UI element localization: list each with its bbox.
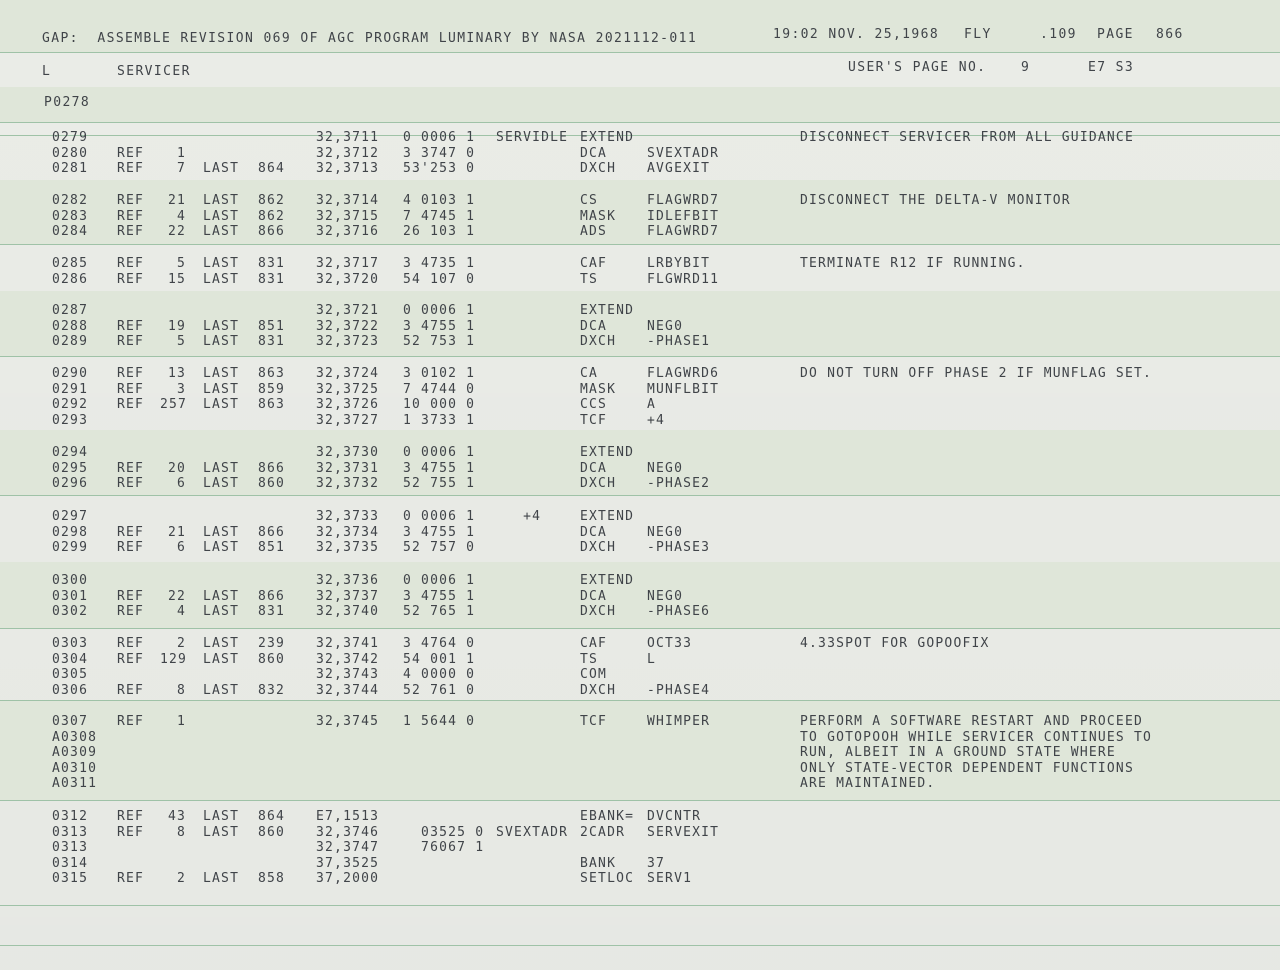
greenbar-rule <box>0 905 1280 906</box>
line-number: 0307 <box>52 714 89 729</box>
line-number: 0297 <box>52 509 89 524</box>
octal-code: 3 4755 1 <box>403 588 476 604</box>
ref-count: 21 <box>167 524 186 540</box>
comment: 4.33SPOT FOR GOPOOFIX <box>800 636 990 651</box>
memory-address: 32,3712 <box>316 145 380 161</box>
octal-code: 10 000 0 <box>403 397 476 413</box>
last-line: 831 <box>258 334 286 350</box>
operand: SVEXTADR <box>647 145 720 161</box>
line-number: 0313 <box>52 840 89 856</box>
octal-code: 3 4755 1 <box>403 524 476 540</box>
operand: NEG0 <box>647 588 684 604</box>
octal-code: 52 765 1 <box>403 604 476 620</box>
ref-count: 7 <box>176 161 186 177</box>
sheet-code: E7 S3 <box>1088 60 1135 75</box>
ref-keyword: REF <box>117 381 145 397</box>
opcode: BANK <box>580 855 617 871</box>
symbol-label: SVEXTADR <box>496 824 569 840</box>
ref-keyword: REF <box>117 256 145 271</box>
line-number: 0298 <box>52 524 89 540</box>
operand: -PHASE4 <box>647 682 711 698</box>
last-keyword: LAST <box>203 651 240 667</box>
opcode: TS <box>580 271 599 287</box>
opcode: EXTEND <box>580 303 635 318</box>
octal-code: 3 0102 1 <box>403 366 476 381</box>
memory-address: 32,3727 <box>316 412 380 428</box>
memory-address: 32,3740 <box>316 604 380 620</box>
ref-count: 2 <box>176 636 186 651</box>
memory-address: 32,3732 <box>316 476 380 492</box>
octal-code: 53'253 0 <box>403 161 476 177</box>
opcode: 2CADR <box>580 824 626 840</box>
last-line: 860 <box>258 651 286 667</box>
octal-code: 1 3733 1 <box>403 412 476 428</box>
last-keyword: LAST <box>203 871 240 887</box>
last-keyword: LAST <box>203 824 240 840</box>
memory-address: 32,3741 <box>316 636 380 651</box>
operand: NEG0 <box>647 524 684 540</box>
memory-address: 32,3723 <box>316 334 380 350</box>
ref-count: 15 <box>167 271 186 287</box>
line-number: 0293 <box>52 412 89 428</box>
octal-code: 4 0103 1 <box>403 193 476 208</box>
last-keyword: LAST <box>203 208 240 224</box>
last-keyword: LAST <box>203 809 240 824</box>
operand: A <box>647 397 657 413</box>
last-keyword: LAST <box>203 588 240 604</box>
ref-keyword: REF <box>117 208 145 224</box>
last-keyword: LAST <box>203 682 240 698</box>
ref-keyword: REF <box>117 476 145 492</box>
opcode: DXCH <box>580 540 617 556</box>
last-line: 863 <box>258 366 286 381</box>
memory-address: 32,3742 <box>316 651 380 667</box>
last-line: 831 <box>258 271 286 287</box>
last-keyword: LAST <box>203 476 240 492</box>
last-line: 864 <box>258 809 286 824</box>
ref-count: 1 <box>176 714 186 729</box>
octal-code: 03525 0 <box>403 824 485 840</box>
comment: PERFORM A SOFTWARE RESTART AND PROCEED <box>800 714 1144 729</box>
comment: DISCONNECT SERVICER FROM ALL GUIDANCE <box>800 130 1134 145</box>
operand: WHIMPER <box>647 714 711 729</box>
ref-keyword: REF <box>117 714 145 729</box>
last-keyword: LAST <box>203 397 240 413</box>
octal-code: 0 0006 1 <box>403 445 476 460</box>
last-keyword: LAST <box>203 460 240 476</box>
octal-code: 0 0006 1 <box>403 573 476 588</box>
memory-address: 32,3725 <box>316 381 380 397</box>
ref-count: 1 <box>176 145 186 161</box>
line-number: 0287 <box>52 303 89 318</box>
last-line: 860 <box>258 824 286 840</box>
symbol-label: SERVIDLE <box>496 130 569 145</box>
octal-code: 7 4744 0 <box>403 381 476 397</box>
octal-code: 3 4764 0 <box>403 636 476 651</box>
comment: ARE MAINTAINED. <box>800 776 936 792</box>
last-keyword: LAST <box>203 224 240 240</box>
greenbar-stripe <box>0 180 1280 244</box>
memory-address: 32,3743 <box>316 667 380 683</box>
last-keyword: LAST <box>203 636 240 651</box>
last-keyword: LAST <box>203 271 240 287</box>
memory-address: 32,3737 <box>316 588 380 604</box>
ref-keyword: REF <box>117 540 145 556</box>
line-number: 0283 <box>52 208 89 224</box>
line-number: A0311 <box>52 776 98 792</box>
memory-address: 32,3711 <box>316 130 380 145</box>
opcode: MASK <box>580 381 617 397</box>
memory-address: E7,1513 <box>316 809 380 824</box>
ref-keyword: REF <box>117 604 145 620</box>
opcode: CAF <box>580 636 608 651</box>
line-number: 0305 <box>52 667 89 683</box>
last-line: 831 <box>258 256 286 271</box>
memory-address: 32,3747 <box>316 840 380 856</box>
last-keyword: LAST <box>203 161 240 177</box>
operand: NEG0 <box>647 318 684 334</box>
opcode: MASK <box>580 208 617 224</box>
greenbar-rule <box>0 52 1280 53</box>
ref-keyword: REF <box>117 588 145 604</box>
memory-address: 32,3726 <box>316 397 380 413</box>
operand: SERV1 <box>647 871 693 887</box>
ref-count: 8 <box>176 824 186 840</box>
last-keyword: LAST <box>203 381 240 397</box>
ref-keyword: REF <box>117 460 145 476</box>
operand: MUNFLBIT <box>647 381 720 397</box>
assembly-title: GAP: ASSEMBLE REVISION 069 OF AGC PROGRAM LUMINARY BY NASA 2021112-011 <box>42 31 698 46</box>
opcode: CA <box>580 366 599 381</box>
line-number: 0304 <box>52 651 89 667</box>
line-number: 0292 <box>52 397 89 413</box>
octal-code: 1 5644 0 <box>403 714 476 729</box>
last-line: 859 <box>258 381 286 397</box>
greenbar-rule <box>0 122 1280 123</box>
line-number: 0285 <box>52 256 89 271</box>
memory-address: 37,3525 <box>316 855 380 871</box>
opcode: DCA <box>580 460 608 476</box>
ref-count: 22 <box>167 588 186 604</box>
ref-count: 4 <box>176 208 186 224</box>
operand: IDLEFBIT <box>647 208 720 224</box>
opcode: EXTEND <box>580 445 635 460</box>
opcode: ADS <box>580 224 608 240</box>
line-number: 0290 <box>52 366 89 381</box>
ref-keyword: REF <box>117 318 145 334</box>
line-number: 0299 <box>52 540 89 556</box>
octal-code: 52 753 1 <box>403 334 476 350</box>
greenbar-rule <box>0 495 1280 496</box>
last-keyword: LAST <box>203 256 240 271</box>
octal-code: 26 103 1 <box>403 224 476 240</box>
line-number: 0291 <box>52 381 89 397</box>
opcode: SETLOC <box>580 871 635 887</box>
line-number: 0294 <box>52 445 89 460</box>
octal-code: 52 761 0 <box>403 682 476 698</box>
last-line: 858 <box>258 871 286 887</box>
last-keyword: LAST <box>203 334 240 350</box>
opcode: EXTEND <box>580 509 635 524</box>
greenbar-stripe <box>0 291 1280 356</box>
operand: NEG0 <box>647 460 684 476</box>
line-number: 0281 <box>52 161 89 177</box>
last-keyword: LAST <box>203 604 240 620</box>
memory-address: 32,3733 <box>316 509 380 524</box>
last-line: 862 <box>258 208 286 224</box>
opcode: DXCH <box>580 334 617 350</box>
last-keyword: LAST <box>203 193 240 208</box>
line-number: 0282 <box>52 193 89 208</box>
ref-keyword: REF <box>117 682 145 698</box>
octal-code: 3 4755 1 <box>403 318 476 334</box>
fly-label: FLY <box>964 27 992 42</box>
opcode: DCA <box>580 588 608 604</box>
line-number: A0310 <box>52 760 98 776</box>
operand: FLAGWRD7 <box>647 224 720 240</box>
opcode: EXTEND <box>580 573 635 588</box>
opcode: EBANK= <box>580 809 635 824</box>
ref-count: 5 <box>176 256 186 271</box>
line-number: 0288 <box>52 318 89 334</box>
last-line: 239 <box>258 636 286 651</box>
ref-keyword: REF <box>117 651 145 667</box>
memory-address: 32,3722 <box>316 318 380 334</box>
greenbar-stripe <box>0 87 1280 122</box>
users-page-number: 9 <box>1021 60 1031 75</box>
operand: -PHASE3 <box>647 540 711 556</box>
octal-code: 3 4755 1 <box>403 460 476 476</box>
memory-address: 32,3736 <box>316 573 380 588</box>
last-keyword: LAST <box>203 524 240 540</box>
ref-keyword: REF <box>117 161 145 177</box>
ref-keyword: REF <box>117 871 145 887</box>
ref-keyword: REF <box>117 271 145 287</box>
line-number: 0296 <box>52 476 89 492</box>
octal-code: 0 0006 1 <box>403 130 476 145</box>
last-keyword: LAST <box>203 366 240 381</box>
operand: -PHASE6 <box>647 604 711 620</box>
octal-code: 3 4735 1 <box>403 256 476 271</box>
ref-count: 20 <box>167 460 186 476</box>
ref-count: 8 <box>176 682 186 698</box>
memory-address: 32,3721 <box>316 303 380 318</box>
operand: OCT33 <box>647 636 693 651</box>
memory-address: 32,3731 <box>316 460 380 476</box>
ref-count: 21 <box>167 193 186 208</box>
line-number: 0286 <box>52 271 89 287</box>
opcode: DCA <box>580 524 608 540</box>
opcode: DXCH <box>580 476 617 492</box>
line-number: 0303 <box>52 636 89 651</box>
operand: AVGEXIT <box>647 161 711 177</box>
comment: DO NOT TURN OFF PHASE 2 IF MUNFLAG SET. <box>800 366 1153 381</box>
line-number: 0302 <box>52 604 89 620</box>
comment: ONLY STATE-VECTOR DEPENDENT FUNCTIONS <box>800 760 1134 776</box>
last-keyword: LAST <box>203 318 240 334</box>
operand: -PHASE1 <box>647 334 711 350</box>
opcode: CCS <box>580 397 608 413</box>
operand: FLAGWRD6 <box>647 366 720 381</box>
memory-address: 32,3735 <box>316 540 380 556</box>
last-line: 851 <box>258 540 286 556</box>
last-keyword: LAST <box>203 540 240 556</box>
ref-count: 4 <box>176 604 186 620</box>
memory-address: 37,2000 <box>316 871 380 887</box>
opcode: DXCH <box>580 161 617 177</box>
memory-address: 32,3744 <box>316 682 380 698</box>
line-number: 0312 <box>52 809 89 824</box>
print-timestamp: 19:02 NOV. 25,1968 <box>773 27 940 42</box>
greenbar-rule <box>0 356 1280 357</box>
memory-address: 32,3714 <box>316 193 380 208</box>
octal-code: 76067 1 <box>403 840 485 856</box>
octal-code: 4 0000 0 <box>403 667 476 683</box>
line-number: 0284 <box>52 224 89 240</box>
line-number: 0314 <box>52 855 89 871</box>
operand: L <box>647 651 657 667</box>
line-number: 0315 <box>52 871 89 887</box>
last-line: 866 <box>258 588 286 604</box>
operand: FLGWRD11 <box>647 271 720 287</box>
operand: SERVEXIT <box>647 824 720 840</box>
opcode: DCA <box>580 318 608 334</box>
last-line: 832 <box>258 682 286 698</box>
opcode: DXCH <box>580 604 617 620</box>
last-line: 863 <box>258 397 286 413</box>
ref-count: 3 <box>176 381 186 397</box>
memory-address: 32,3724 <box>316 366 380 381</box>
opcode: TCF <box>580 714 608 729</box>
octal-code: 54 107 0 <box>403 271 476 287</box>
page-reference: P0278 <box>44 95 91 110</box>
opcode: CAF <box>580 256 608 271</box>
memory-address: 32,3717 <box>316 256 380 271</box>
line-number: 0289 <box>52 334 89 350</box>
last-line: 866 <box>258 524 286 540</box>
greenbar-stripe <box>0 430 1280 495</box>
memory-address: 32,3715 <box>316 208 380 224</box>
memory-address: 32,3745 <box>316 714 380 729</box>
line-number: 0313 <box>52 824 89 840</box>
operand: FLAGWRD7 <box>647 193 720 208</box>
line-number: 0279 <box>52 130 89 145</box>
ref-count: 5 <box>176 334 186 350</box>
ref-count: 6 <box>176 476 186 492</box>
greenbar-rule <box>0 945 1280 946</box>
octal-code: 7 4745 1 <box>403 208 476 224</box>
line-number: 0301 <box>52 588 89 604</box>
fly-value: .109 <box>1040 27 1077 42</box>
line-number: 0306 <box>52 682 89 698</box>
ref-count: 19 <box>167 318 186 334</box>
ref-count: 22 <box>167 224 186 240</box>
greenbar-rule <box>0 244 1280 245</box>
opcode: COM <box>580 667 608 683</box>
operand: -PHASE2 <box>647 476 711 492</box>
opcode: TS <box>580 651 599 667</box>
opcode: DXCH <box>580 682 617 698</box>
greenbar-rule <box>0 628 1280 629</box>
listing-type: L <box>42 64 52 79</box>
comment: DISCONNECT THE DELTA-V MONITOR <box>800 193 1071 208</box>
section-name: SERVICER <box>117 64 191 79</box>
ref-keyword: REF <box>117 145 145 161</box>
line-number: 0280 <box>52 145 89 161</box>
opcode: DCA <box>580 145 608 161</box>
page-label: PAGE <box>1097 27 1134 42</box>
comment: TO GOTOPOOH WHILE SERVICER CONTINUES TO <box>800 729 1153 745</box>
last-line: 864 <box>258 161 286 177</box>
line-number: 0295 <box>52 460 89 476</box>
ref-keyword: REF <box>117 809 145 824</box>
ref-keyword: REF <box>117 636 145 651</box>
ref-keyword: REF <box>117 334 145 350</box>
last-line: 866 <box>258 224 286 240</box>
ref-keyword: REF <box>117 366 145 381</box>
octal-code: 52 757 0 <box>403 540 476 556</box>
ref-count: 43 <box>167 809 186 824</box>
last-line: 831 <box>258 604 286 620</box>
ref-count: 257 <box>160 397 188 413</box>
last-line: 866 <box>258 460 286 476</box>
greenbar-rule <box>0 800 1280 801</box>
memory-address: 32,3734 <box>316 524 380 540</box>
users-page-label: USER'S PAGE NO. <box>848 60 987 75</box>
greenbar-stripe <box>0 562 1280 628</box>
memory-address: 32,3716 <box>316 224 380 240</box>
ref-keyword: REF <box>117 397 145 413</box>
memory-address: 32,3746 <box>316 824 380 840</box>
operand: LRBYBIT <box>647 256 711 271</box>
ref-keyword: REF <box>117 224 145 240</box>
ref-keyword: REF <box>117 824 145 840</box>
line-number: A0308 <box>52 729 98 745</box>
ref-count: 129 <box>160 651 188 667</box>
ref-keyword: REF <box>117 524 145 540</box>
ref-count: 2 <box>176 871 186 887</box>
octal-code: 54 001 1 <box>403 651 476 667</box>
memory-address: 32,3713 <box>316 161 380 177</box>
operand: 37 <box>647 855 666 871</box>
line-number: 0300 <box>52 573 89 588</box>
last-line: 860 <box>258 476 286 492</box>
opcode: EXTEND <box>580 130 635 145</box>
symbol-label: +4 <box>496 509 542 524</box>
last-line: 862 <box>258 193 286 208</box>
octal-code: 52 755 1 <box>403 476 476 492</box>
octal-code: 0 0006 1 <box>403 509 476 524</box>
memory-address: 32,3730 <box>316 445 380 460</box>
memory-address: 32,3720 <box>316 271 380 287</box>
ref-count: 13 <box>167 366 186 381</box>
octal-code: 0 0006 1 <box>403 303 476 318</box>
greenbar-rule <box>0 700 1280 701</box>
comment: RUN, ALBEIT IN A GROUND STATE WHERE <box>800 745 1116 761</box>
ref-count: 6 <box>176 540 186 556</box>
operand: DVCNTR <box>647 809 702 824</box>
operand: +4 <box>647 412 666 428</box>
octal-code: 3 3747 0 <box>403 145 476 161</box>
page-number: 866 <box>1156 27 1184 42</box>
opcode: CS <box>580 193 599 208</box>
last-line: 851 <box>258 318 286 334</box>
ref-keyword: REF <box>117 193 145 208</box>
comment: TERMINATE R12 IF RUNNING. <box>800 256 1026 271</box>
opcode: TCF <box>580 412 608 428</box>
line-number: A0309 <box>52 745 98 761</box>
